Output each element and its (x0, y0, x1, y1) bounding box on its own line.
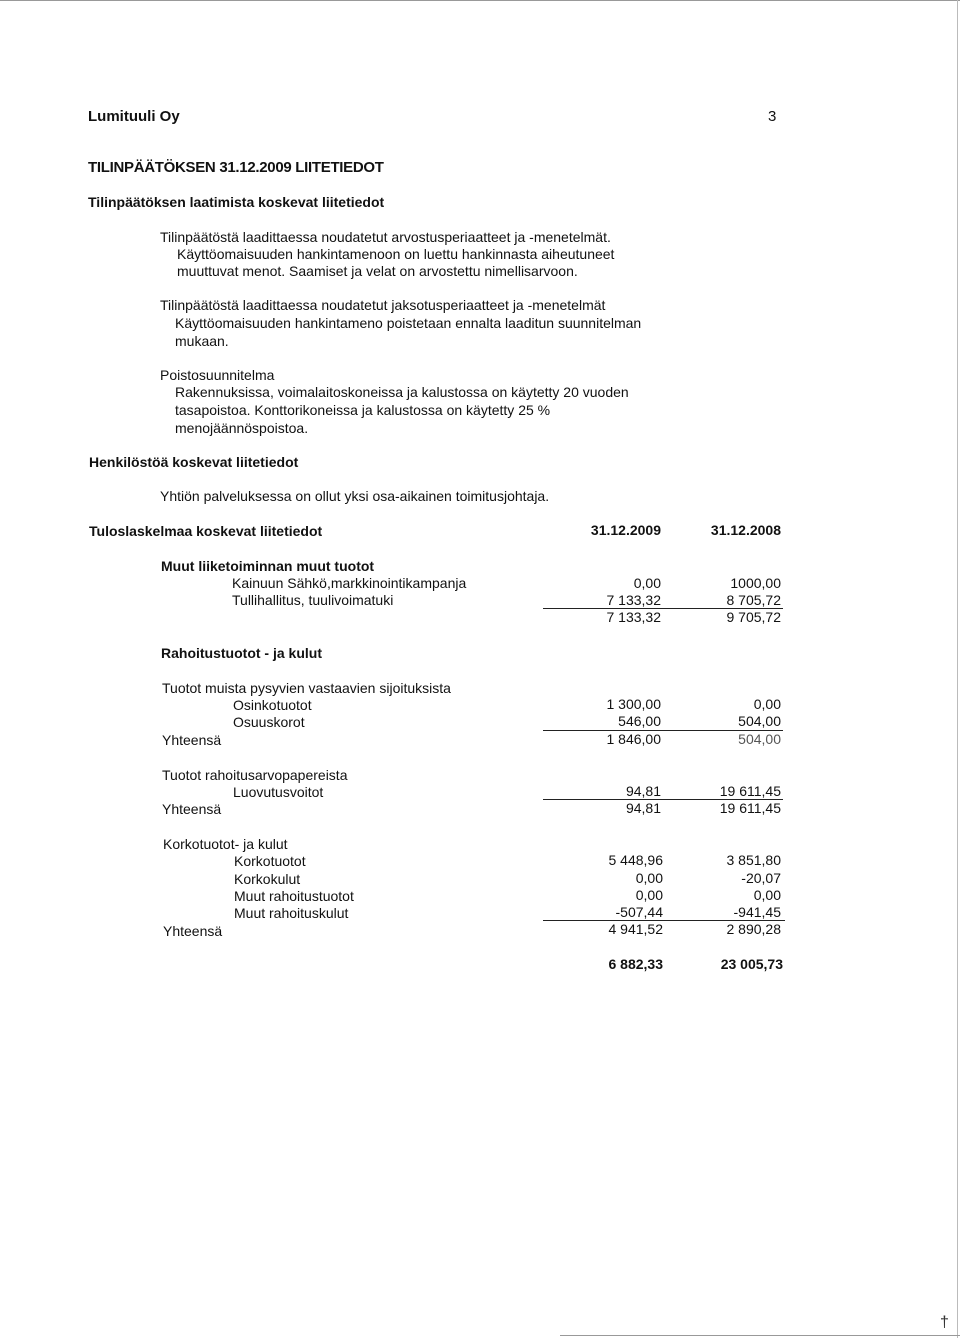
accounting-line: Käyttöomaisuuden hankintamenoon on luettu hankinnasta aiheutuneet (177, 246, 615, 262)
row-label: Osinkotuotot (233, 697, 312, 713)
section-title-income: Tuloslaskelmaa koskevat liitetiedot (89, 523, 323, 539)
personnel-text: Yhtiön palveluksessa on ollut yksi osa-aikainen toimitusjohtaja. (160, 488, 550, 504)
row-value-2008: -941,45 (733, 904, 781, 920)
row-value-2009: -507,44 (615, 904, 663, 920)
row-value-2008: 0,00 (753, 696, 781, 712)
column-header-2009: 31.12.2009 (590, 522, 661, 538)
securities-title: Tuotot rahoitusarvopapereista (162, 767, 348, 783)
row-label: Tullihallitus, tuulivoimatuki (232, 592, 394, 608)
depreciation-title: Poistosuunnitelma (160, 367, 275, 383)
accrual-line: mukaan. (175, 333, 229, 349)
column-header-2008: 31.12.2008 (710, 522, 781, 538)
scan-top-edge (0, 0, 960, 1)
row-value-2008: -20,07 (741, 870, 781, 886)
row-value-2008: 3 851,80 (726, 852, 781, 868)
row-value-2009: 0,00 (635, 870, 663, 886)
investments-title: Tuotot muista pysyvien vastaavien sijoituksista (162, 680, 451, 696)
row-label: Korkotuotot (234, 853, 306, 869)
row-value-2009: 0,00 (633, 575, 661, 591)
row-value-2009: 546,00 (618, 713, 661, 729)
grand-total-2008: 23 005,73 (720, 956, 783, 972)
margin-mark: † (940, 1314, 949, 1331)
accounting-line: Tilinpäätöstä laadittaessa noudatetut arvostusperiaatteet ja -menetelmät. (160, 229, 611, 245)
total-2009: 4 941,52 (608, 921, 663, 937)
accounting-line: muuttuvat menot. Saamiset ja velat on arvostettu nimellisarvoon. (177, 263, 578, 279)
total-label: Yhteensä (162, 732, 222, 748)
row-value-2009: 0,00 (635, 887, 663, 903)
row-value-2009: 94,81 (625, 783, 661, 799)
row-value-2008: 504,00 (738, 713, 781, 729)
row-value-2008: 0,00 (753, 887, 781, 903)
row-label: Kainuun Sähkö,markkinointikampanja (232, 575, 467, 591)
row-value-2009: 7 133,32 (606, 592, 661, 608)
total-2009: 94,81 (625, 800, 661, 816)
total-2008: 2 890,28 (726, 921, 781, 937)
grand-total-2009: 6 882,33 (608, 956, 663, 972)
row-label: Muut rahoituskulut (234, 905, 349, 921)
row-value-2009: 1 300,00 (606, 696, 661, 712)
row-label: Osuuskorot (233, 714, 305, 730)
page-number: 3 (768, 108, 777, 125)
row-label: Luovutusvoitot (233, 784, 324, 800)
total-label: Yhteensä (163, 923, 223, 939)
section-title-personnel: Henkilöstöä koskevat liitetiedot (89, 454, 299, 470)
company-name: Lumituuli Oy (88, 108, 180, 125)
row-value-2008: 19 611,45 (719, 783, 781, 799)
finance-title: Rahoitustuotot - ja kulut (161, 645, 322, 661)
document-title: TILINPÄÄTÖKSEN 31.12.2009 LIITETIEDOT (88, 159, 384, 176)
accrual-line: Käyttöomaisuuden hankintameno poistetaan ennalta laaditun suunnitelman (175, 315, 642, 331)
section-title-accounting: Tilinpäätöksen laatimista koskevat liitetiedot (88, 194, 385, 210)
depreciation-line: tasapoistoa. Konttorikoneissa ja kalustossa on käytetty 25 % (175, 402, 551, 418)
total-label: Yhteensä (162, 801, 222, 817)
row-label: Muut rahoitustuotot (234, 888, 354, 904)
depreciation-line: menojäännöspoistoa. (175, 420, 309, 436)
scan-bottom-edge (560, 1335, 960, 1336)
total-2008: 504,00 (738, 731, 781, 747)
interest-title: Korkotuotot- ja kulut (163, 836, 288, 852)
scan-right-edge (957, 0, 958, 1338)
other-income-title: Muut liiketoiminnan muut tuotot (161, 558, 375, 574)
total-2009: 7 133,32 (606, 609, 661, 625)
row-value-2008: 8 705,72 (726, 592, 781, 608)
row-label: Korkokulut (234, 871, 301, 887)
row-value-2008: 1000,00 (730, 575, 781, 591)
total-2008: 19 611,45 (719, 800, 781, 816)
depreciation-line: Rakennuksissa, voimalaitoskoneissa ja kalustossa on käytetty 20 vuoden (175, 384, 629, 400)
total-2009: 1 846,00 (606, 731, 661, 747)
row-value-2009: 5 448,96 (608, 852, 663, 868)
accrual-line: Tilinpäätöstä laadittaessa noudatetut jaksotusperiaatteet ja -menetelmät (160, 297, 606, 313)
total-2008: 9 705,72 (726, 609, 781, 625)
